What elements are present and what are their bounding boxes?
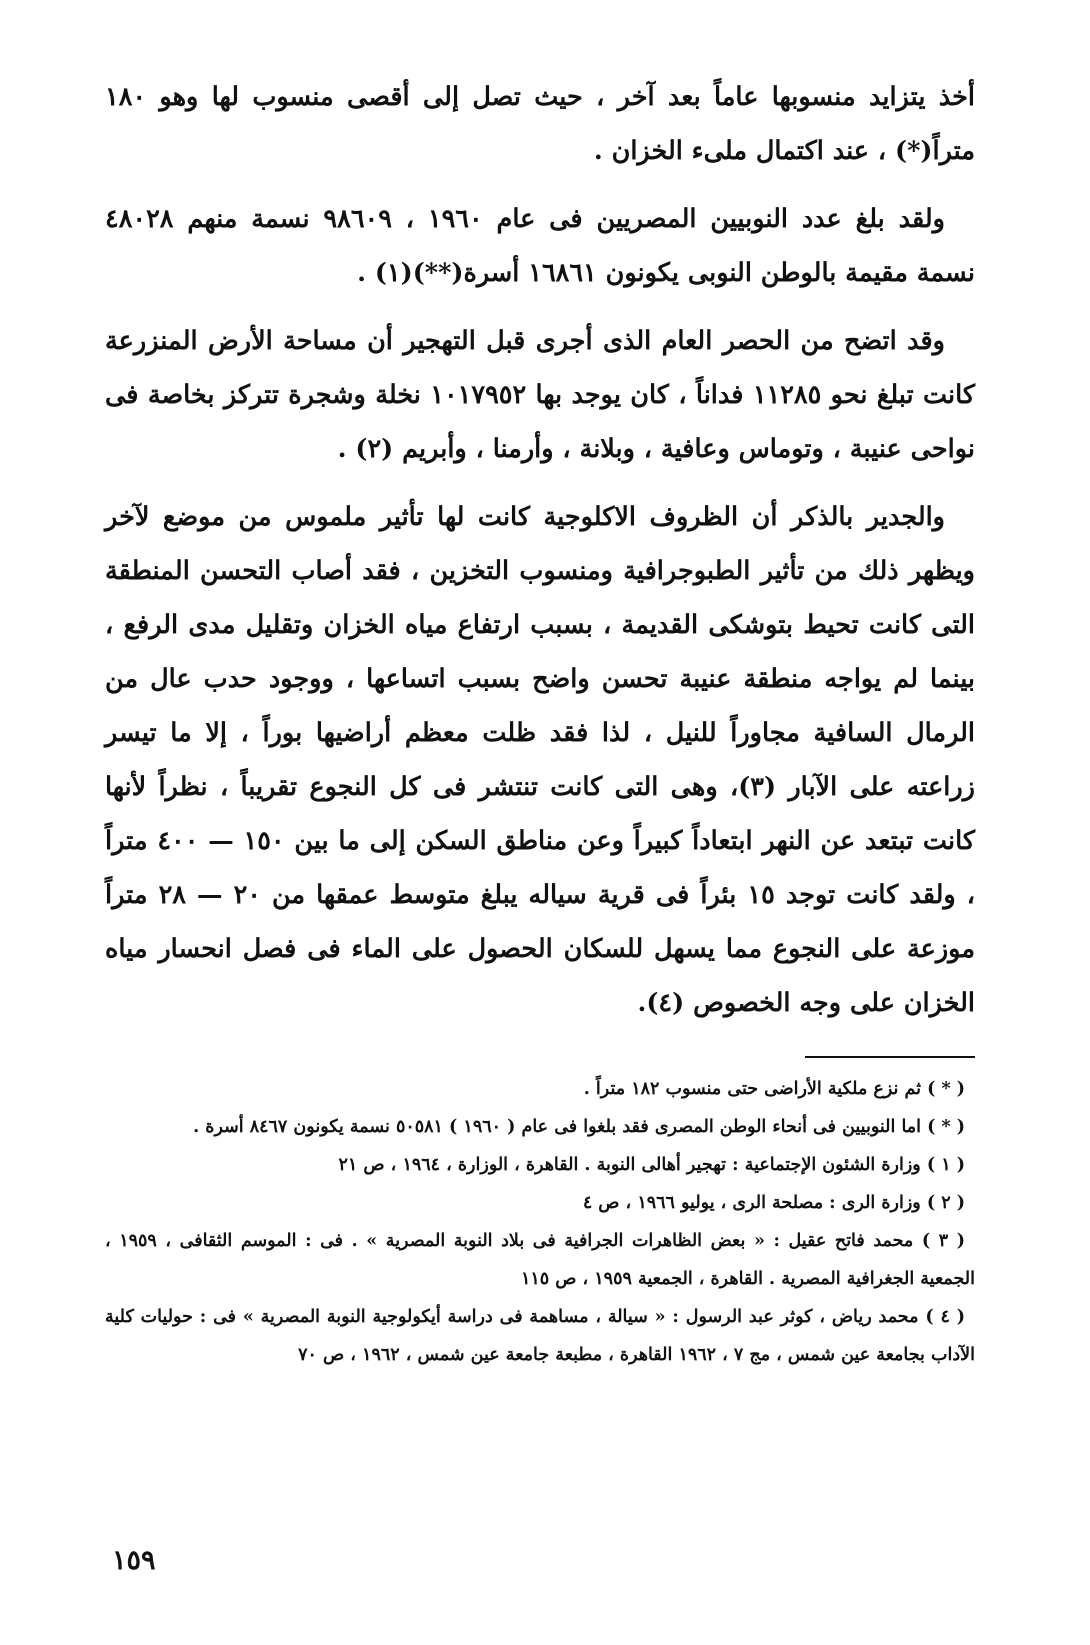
- footnote-2: ( ٢ ) وزارة الرى : مصلحة الرى ، يوليو ١٩٦٦ ، ص ٤: [582, 1193, 965, 1213]
- footnote-1: ( ١ ) وزارة الشئون الإجتماعية : تهجير أهالى النوبة . القاهرة ، الوزارة ، ١٩٦٤ ، ص ٢١: [338, 1155, 965, 1175]
- footnote-separator: [805, 1056, 975, 1058]
- document-page: [105, 70, 975, 1600]
- body-paragraph-3: وقد اتضح من الحصر العام الذى أجرى قبل التهجير أن مساحة الأرض المنزرعة كانت تبلغ نحو ١١٢٨٥ فداناً ، كان يوجد بها ١٠١٧٩٥٢ نخلة وشجرة تتركز بخاصة فى نواحى عنيبة ، وتوماس وعافية ، وبلانة ، وأرمنا ، وأبريم (٢) .: [105, 326, 976, 464]
- footnotes: [105, 1070, 975, 1374]
- footnote-star-1: ( * ) ثم نزع ملكية الأراضى حتى منسوب ١٨٢ متراً .: [583, 1079, 965, 1099]
- body-paragraph-4: والجدير بالذكر أن الظروف الاكلوجية كانت لها تأثير ملموس من موضع لآخر ويظهر ذلك من تأثير الطبوجرافية ومنسوب التخزين ، فقد أصاب التحسن المنطقة التى كانت تحيط بتوشكى القديمة ، بسبب ارتفاع مياه الخزان وتقليل مدى الرفع ، بينما لم يواجه منطقة عنيبة تحسن واضح بسبب اتساعها ، ووجود حدب عال من الرمال السافية مجاوراً للنيل ، لذا فقد ظلت معظم أراضيها بوراً ، إلا ما تيسر زراعته على الآبار (٣)، وهى التى كانت تنتشر فى كل النجوع تقريباً ، نظراً لأنها كانت تبتعد عن النهر ابتعاداً كبيراً وعن مناطق السكن إلى ما بين ١٥٠ — ٤٠٠ متراً ، ولقد كانت توجد ١٥ بئراً فى قرية سياله يبلغ متوسط عمقها من ٢٠ — ٢٨ متراً موزعة على النجوع مما يسهل للسكان الحصول على الماء فى فصل انحسار مياه الخزان على وجه الخصوص (٤).: [105, 502, 976, 1018]
- footnote-3: ( ٣ ) محمد فاتح عقيل : « بعض الظاهرات الجرافية فى بلاد النوبة المصرية » . فى : الموسم الثقافى ، ١٩٥٩ ، الجمعية الجغرافية المصرية . القاهرة ، الجمعية ١٩٥٩ ، ص ١١٥: [105, 1231, 975, 1289]
- body-paragraph-2: ولقد بلغ عدد النوبيين المصريين فى عام ١٩٦٠ ، ٩٨٦٠٩ نسمة منهم ٤٨٠٢٨ نسمة مقيمة بالوطن النوبى يكونون ١٦٨٦١ أسرة(**)(١) .: [105, 204, 975, 288]
- footnote-4: ( ٤ ) محمد رياض ، كوثر عبد الرسول : « سيالة ، مساهمة فى دراسة أيكولوجية النوبة المصرية » فى : حوليات كلية الآداب بجامعة عين شمس ، مج ٧ ، ١٩٦٢ القاهرة ، مطبعة جامعة عين شمس ، ١٩٦٢ ، ص ٧٠: [105, 1307, 975, 1365]
- page-number: ١٥٩: [112, 1545, 156, 1576]
- footnote-star-2: ( * ) اما النوبيين فى أنحاء الوطن المصرى فقد بلغوا فى عام ( ١٩٦٠ ) ٥٠٥٨١ نسمة يكونون ٨٤٦٧ أسرة .: [193, 1117, 965, 1137]
- body-paragraph-1: أخذ يتزايد منسوبها عاماً بعد آخر ، حيث تصل إلى أقصى منسوب لها وهو ١٨٠ متراً(*) ، عند اكتمال ملىء الخزان .: [105, 82, 975, 166]
